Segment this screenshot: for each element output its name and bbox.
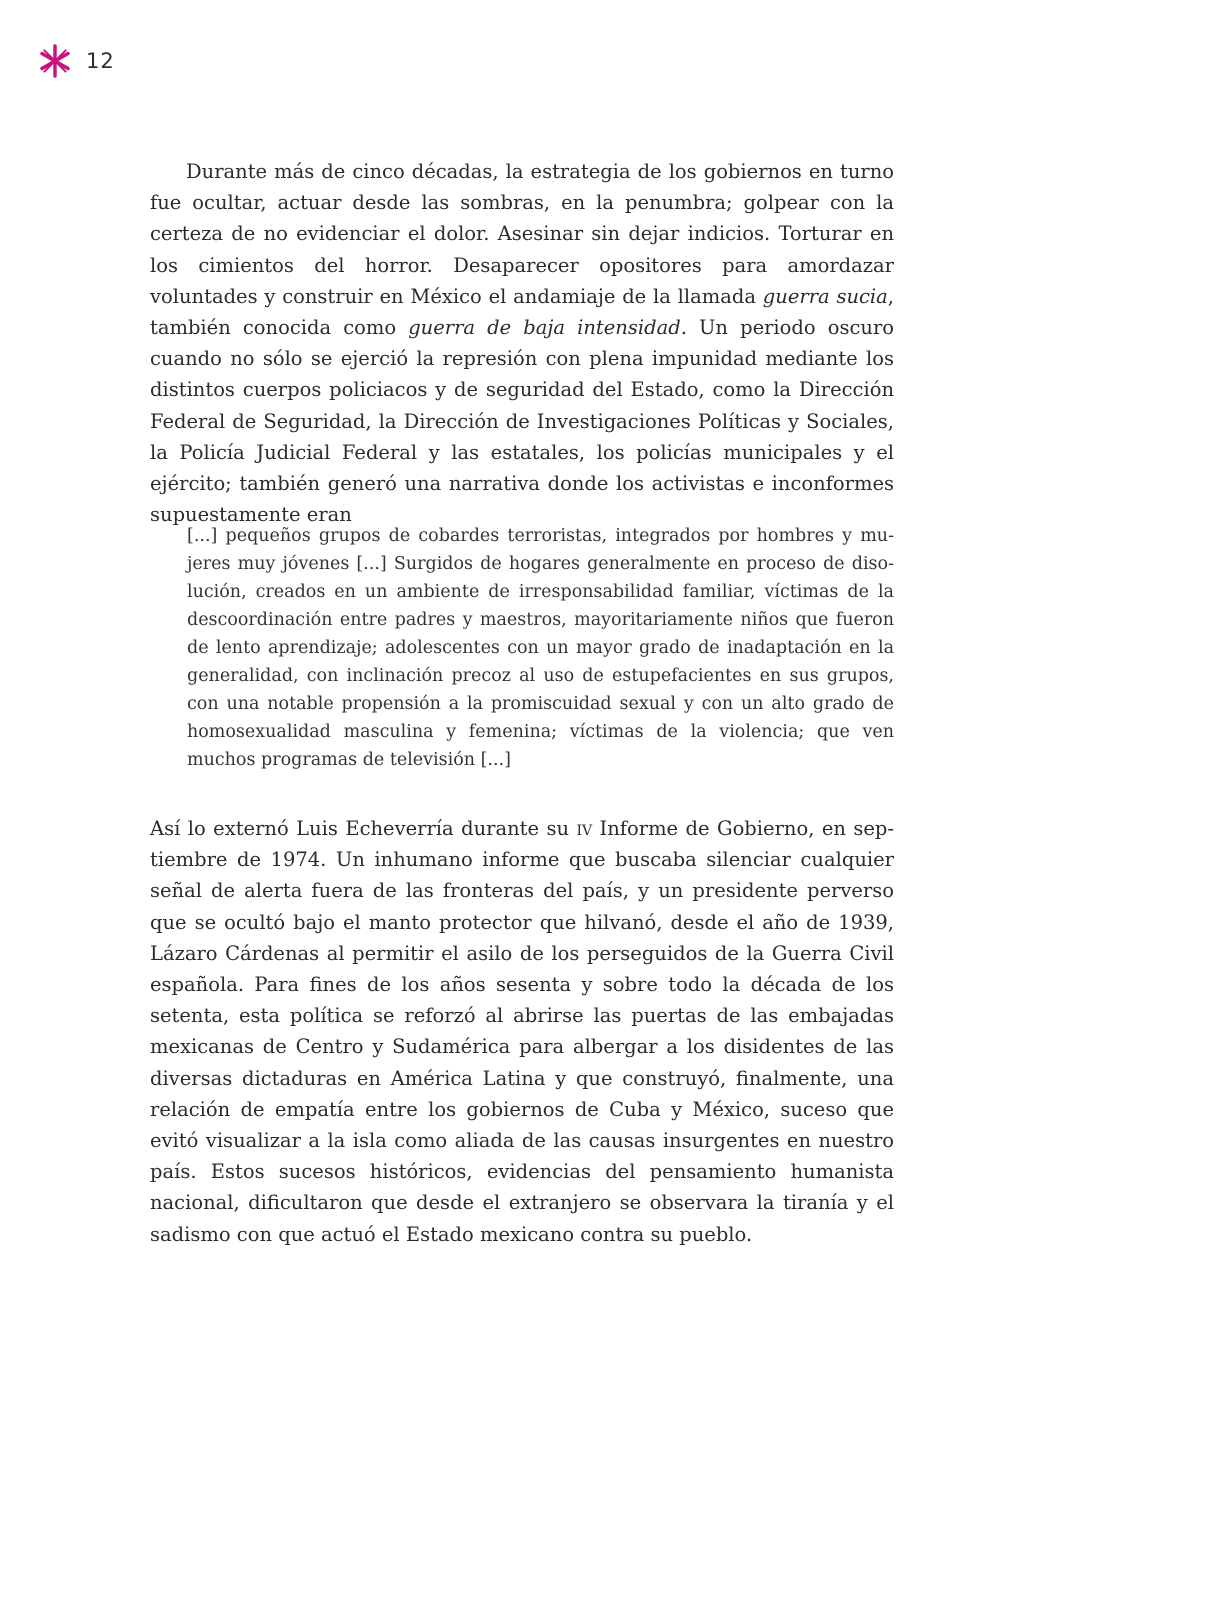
page-number: 12 bbox=[86, 49, 115, 73]
italic-term-guerra-baja-intensidad: guerra de baja intensidad. bbox=[408, 316, 687, 340]
paragraph-2-part-2: Informe de Gobierno, en septiembre de 1974. Un inhumano informe que buscaba silenciar cualquier señal de alerta fuera de las fronteras del país, y un presidente perverso que se ocultó bajo el manto protector que hilvanó, desde el año de 1939, Lázaro Cárdenas al permitir el asilo de los perseguidos de la Guerra Civil española. Para fines de los años sesenta y sobre todo la década de los setenta, esta política se reforzó al abrirse las puertas de las embajadas mexicanas de Centro y Sudamérica para albergar a los disidentes de las diversas dictaduras en América Latina y que construyó, finalmente, una relación de empatía entre los gobiernos de Cuba y México, suceso que evitó visualizar a la isla como aliada de las causas insurgentes en nuestro país. Estos sucesos históricos, evidencias del pensamiento humanista nacional, dificultaron que desde el extranjero se observara la tiranía y el sadismo con que actuó el Estado mexicano contra su pueblo. bbox=[150, 817, 894, 1246]
paragraph-1-part-3: Un periodo oscuro cuando no sólo se ejerció la represión con plena impunidad mediante los distintos cuerpos policiacos y de seguridad del Estado, como la Dirección Federal de Seguridad, la Dirección de Investigaciones Políticas y Sociales, la Policía Judicial Federal y las estatales, los policías municipales y el ejército; también generó una narrativa donde los activistas e inconformes supuestamente eran bbox=[150, 316, 895, 527]
italic-term-guerra-sucia: guerra sucia bbox=[762, 284, 888, 308]
asterisk-ornament-icon bbox=[38, 44, 72, 78]
roman-numeral: iv bbox=[576, 817, 593, 840]
paragraph-text bbox=[150, 813, 894, 1250]
body-paragraph-1 bbox=[150, 156, 894, 530]
quote-text: [...] pequeños grupos de cobardes terroristas, integrados por hombres y mujeres muy jóvenes [...] Surgidos de hogares generalmente en proceso de disolución, creados en un ambiente de irresponsabilidad familiar, víctimas de la descoordinación entre padres y maestros, mayoritariamente niños que fueron de lento aprendizaje; adolescentes con un mayor grado de inadaptación en la generalidad, con inclinación precoz al uso de estupefacientes en sus grupos, con una notable propensión a la promiscuidad sexual y con un alto grado de homosexualidad masculina y femenina; víctimas de la violencia; que ven muchos programas de televisión [...] bbox=[187, 526, 894, 770]
paragraph-1-part-1: Durante más de cinco décadas, la estrategia de los gobiernos en turno fue ocultar, actuar desde las sombras, en la penumbra; golpear con la certeza de no evidenciar el dolor. Asesinar sin dejar indicios. Torturar en los cimientos del horror. Desaparecer opositores para amordazar voluntades y construir en México el andamiaje de la llamada bbox=[150, 160, 894, 308]
body-paragraph-2 bbox=[150, 813, 894, 1250]
block-quote bbox=[187, 522, 894, 774]
paragraph-2-part-1: Así lo externó Luis Echeverría durante su bbox=[150, 817, 577, 840]
paragraph-text bbox=[150, 156, 894, 530]
paragraph-1-part-2: , también conocida como bbox=[150, 284, 894, 340]
page-header bbox=[38, 44, 115, 78]
